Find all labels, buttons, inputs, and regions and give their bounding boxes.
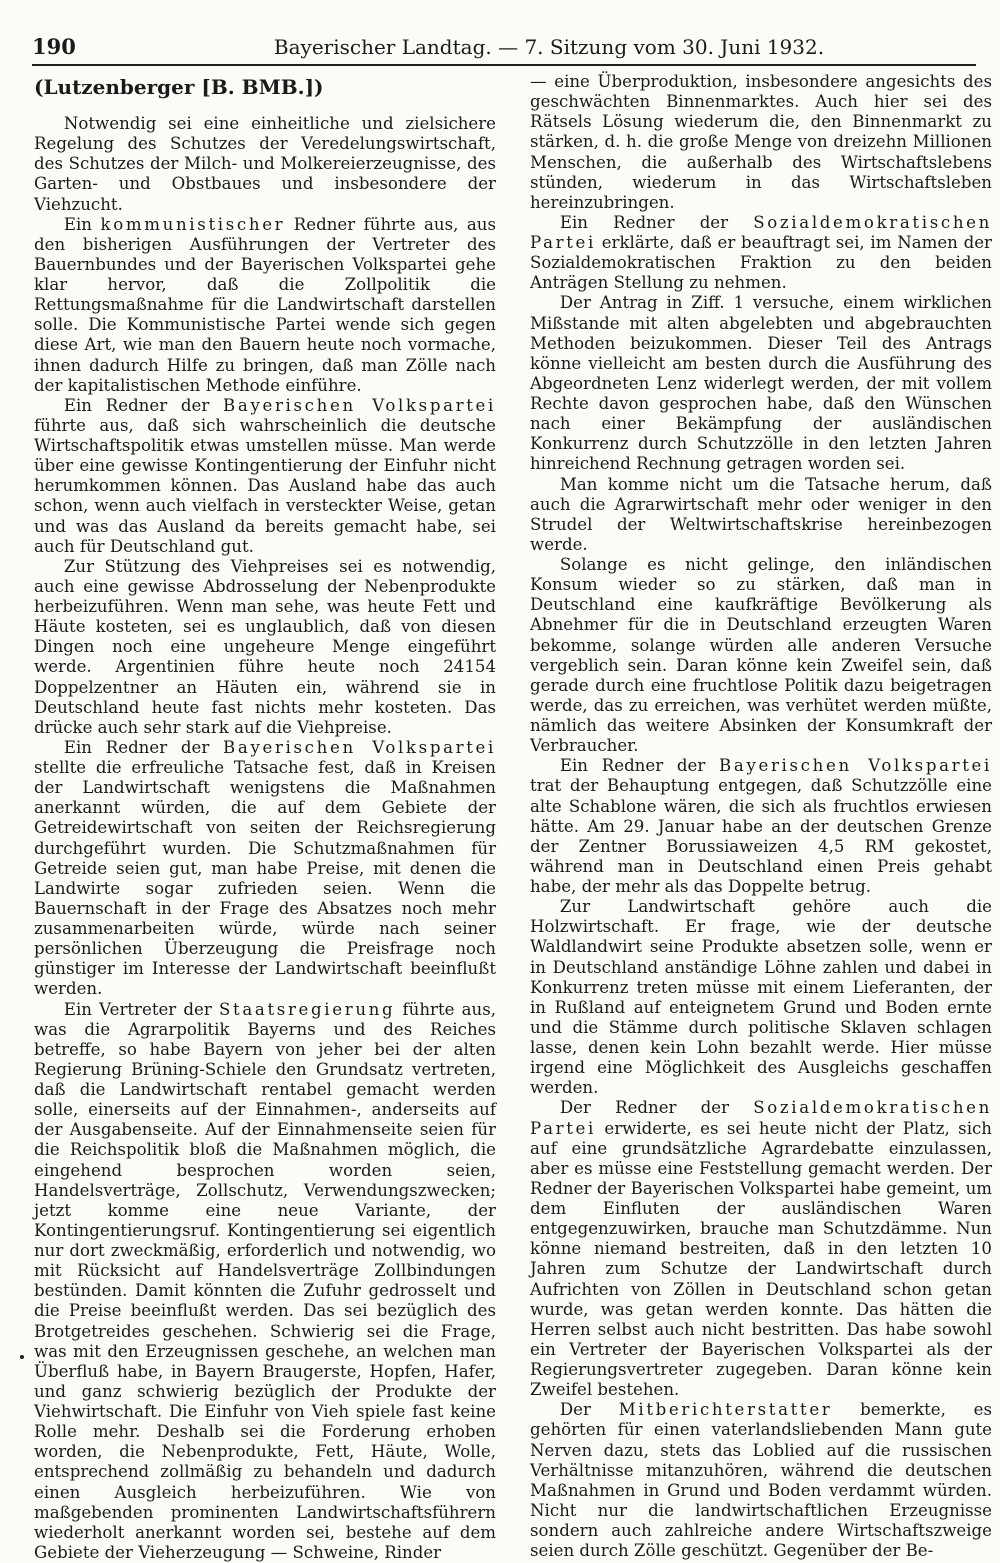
paragraph-continuation: — eine Überproduktion, insbesondere angesichts des geschwächten Binnenmarktes. Auch hier sei des Rätsels Lösung wiederum die, den Binnenmarkt zu stärken, d. h. die große Menge von dreizehn Millionen Menschen, die außerhalb des Wirtschaftslebens stünden, wiederum in das Wirtschaftsleben hereinzubringen. (530, 72, 992, 213)
right-column (530, 72, 992, 1561)
paragraph (530, 1400, 992, 1561)
paragraph-text: erklärte, daß er beauftragt sei, im Namen der Sozialdemokratischen Fraktion zu den beiden Anträgen Stellung zu nehmen. (530, 233, 992, 292)
paragraph-text: Redner führte aus, aus den bisherigen Ausführungen der Vertreter des Bauernbundes und der Bayerischen Volkspartei gehe klar hervor, daß die Zollpolitik die Rettungsmaßnahme für die Landwirtschaft darstellen solle. Die Kommunistische Partei wende sich gegen diese Art, wie man den Bauern heute noch vormache, ihnen dadurch Hilfe zu bringen, daß man Zölle nach der kapitalistischen Methode einführe. (34, 215, 496, 395)
running-head: Bayerischer Landtag. — 7. Sitzung vom 30. Juni 1932. (122, 34, 976, 60)
paragraph-text: trat der Behauptung entgegen, daß Schutzzölle eine alte Schablone wären, die sich als fruchtlos erwiesen hätte. Am 29. Januar habe an der deutschen Grenze der Zentner Borussiaweizen 4,5 RM gekostet, während man in Deutschland einen Preis gehabt habe, der mehr als das Doppelte betrug. (530, 776, 992, 896)
spaced-emphasis: kommunistischer (100, 215, 285, 234)
margin-mark (20, 1355, 24, 1359)
paragraph-text: stellte die erfreuliche Tatsache fest, daß in Kreisen der Landwirtschaft wenigstens die Maßnahmen anerkannt würden, die auf dem Gebiete der Getreidewirtschaft von seiten der Reichsregierung durchgeführt wurden. Die Schutzmaßnahmen für Getreide seien gut, man habe Preise, mit denen die Landwirte sogar zufrieden seien. Wenn die Bauernschaft in der Frage des Absatzes noch mehr zusammenarbeiten würde, würde nach seiner persönlichen Überzeugung die Preisfrage noch günstiger im Interesse der Landwirtschaft beeinflußt werden. (34, 758, 496, 998)
paragraph (530, 756, 992, 897)
spaced-emphasis: Bayerischen Volkspartei (223, 396, 496, 415)
paragraph: Man komme nicht um die Tatsache herum, daß auch die Agrarwirtschaft mehr oder weniger in den Strudel der Weltwirtschaftskrise hereinbezogen werde. (530, 475, 992, 556)
paragraph-lead: Ein Redner der (64, 738, 223, 757)
paragraph (34, 215, 496, 396)
paragraph-lead: Der (560, 1400, 619, 1419)
paragraph-text: erwiderte, es sei heute nicht der Platz, sich auf eine grundsätzliche Agrardebatte einzulassen, aber es müsse eine Feststellung gemacht werden. Der Redner der Bayerischen Volkspartei habe gemeint, um dem Einfluten der ausländischen Waren entgegenzuwirken, brauche man Schutzdämme. Nun könne niemand bestreiten, daß in den letzten 10 Jahren zum Schutze der Landwirtschaft durch Aufrichten von Zöllen in Deutschland schon getan wurde, was getan werden konnte. Das hätten die Herren selbst auch nicht bestritten. Das habe sowohl ein Vertreter der Bayerischen Volkspartei als der Regierungsvertreter zugegeben. Daran könne kein Zweifel bestehen. (530, 1119, 992, 1400)
paragraph (530, 1098, 992, 1400)
paragraph: Zur Stützung des Viehpreises sei es notwendig, auch eine gewisse Abdrosselung der Nebenprodukte herbeizuführen. Wenn man sehe, was heute Fett und Häute kosteten, sei es unglaublich, daß von diesen Dingen noch eine ungeheure Menge eingeführt werde. Argentinien führe heute noch 24154 Doppelzentner an Häuten ein, während sie in Deutschland heute fast nichts mehr kosteten. Das drücke auch sehr stark auf die Viehpreise. (34, 557, 496, 738)
left-column (34, 72, 496, 1563)
paragraph-text: führte aus, was die Agrarpolitik Bayerns und des Reiches betreffe, so habe Bayern von jeher bei der alten Regierung Brüning-Schiele den Grundsatz vertreten, daß die Landwirtschaft rentabel gemacht werden solle, einerseits auf der Einnahmen-, anderseits auf der Ausgabenseite. Auf der Einnahmenseite seien für die Reichspolitik bloß die Maßnahmen möglich, die eingehend besprochen worden seien, Handelsverträge, Zollschutz, Verwendungszwecken; jetzt komme eine neue Variante, der Kontingentierungsruf. Kontingentierung sei eigentlich nur dort zweckmäßig, erforderlich und notwendig, wo mit Rücksicht auf Handelsverträge Zollbindungen bestünden. Damit könnten die Zufuhr gedrosselt und die Preise beeinflußt werden. Das sei bezüglich des Brotgetreides geschehen. Schwierig sei die Frage, was mit den Erzeugnissen geschehe, an welchen man Überfluß habe, in Bayern Braugerste, Hopfen, Hafer, und ganz schwierig bezüglich der Produkte der Viehwirtschaft. Die Einfuhr von Vieh spiele fast keine Rolle mehr. Deshalb sei die Forderung erhoben worden, die Nebenprodukte, Fett, Häute, Wolle, entsprechend zollmäßig zu behandeln und dadurch einen Ausgleich herbeizuführen. Wie von maßgebenden prominenten Landwirtschaftsführern wiederholt anerkannt worden sei, bestehe auf dem Gebiete der Vieherzeugung — Schweine, Rinder (34, 1000, 496, 1562)
spaced-emphasis: Mitberichterstatter (619, 1400, 833, 1419)
spaced-emphasis: Bayerischen Volkspartei (719, 756, 992, 775)
spaced-emphasis: Bayerischen Volkspartei (223, 738, 496, 757)
paragraph-lead: Der Redner der (560, 1098, 753, 1117)
paragraph: Zur Landwirtschaft gehöre auch die Holzwirtschaft. Er frage, wie der deutsche Waldlandwirt seine Produkte absetzen solle, wenn er in Deutschland anständige Löhne zahlen und dabei in Konkurrenz treten müsse mit einem Lieferanten, der in Rußland auf enteignetem Grund und Boden ernte und die Stämme durch politische Sklaven schlagen lasse, denen kein Lohn bezahlt werde. Hier müsse irgend eine Möglichkeit des Ausgleichs geschaffen werden. (530, 897, 992, 1098)
speaker-heading: (Lutzenberger [B. BMB.]) (34, 72, 496, 102)
paragraph: Der Antrag in Ziff. 1 versuche, einem wirklichen Mißstande mit alten abgelebten und abgebrauchten Methoden beizukommen. Dieser Teil des Antrags könne vielleicht am besten durch die Ausführung des Abgeordneten Lenz widerlegt werden, der mit vollem Rechte davon gesprochen habe, daß den Wünschen nach einer Bekämpfung der ausländischen Konkurrenz durch Schutzzölle in den letzten Jahren hinreichend Rechnung getragen worden sei. (530, 293, 992, 474)
paragraph (34, 738, 496, 1000)
spaced-emphasis: Staatsregierung (219, 1000, 395, 1019)
paragraph: Notwendig sei eine einheitliche und zielsichere Regelung des Schutzes der Veredelungswirtschaft, des Schutzes der Milch- und Molkereierzeugnisse, des Garten- und Obstbaues und insbesondere der Viehzucht. (34, 114, 496, 215)
paragraph-lead: Ein Redner der (560, 213, 753, 232)
spaced-emphasis: Sozialdemokratischen Partei (530, 213, 992, 252)
paragraph (530, 213, 992, 294)
paragraph-lead: Ein (64, 215, 101, 234)
paragraph-text: führte aus, daß sich wahrscheinlich die deutsche Wirtschaftspolitik etwas umstellen müsse. Man werde über eine gewisse Kontingentierung der Einfuhr nicht herumkommen können. Das Ausland habe das auch schon, wenn auch vielfach in versteckter Weise, getan und was das Ausland da bereits gemacht habe, sei auch für Deutschland gut. (34, 416, 496, 556)
paragraph-text: bemerkte, es gehörten für einen vaterlandsliebenden Mann gute Nerven dazu, stets das Loblied auf die russischen Verhältnisse mitanzuhören, während die deutschen Maßnahmen in Grund und Boden verdammt würden. Nicht nur die landwirtschaftlichen Erzeugnisse sondern auch zahlreiche andere Wirtschaftszweige seien durch Zölle geschützt. Gegenüber der Be- (530, 1400, 992, 1560)
page-number: 190 (32, 34, 76, 60)
spaced-emphasis: Sozialdemokratischen Partei (530, 1098, 992, 1137)
paragraph (34, 1000, 496, 1563)
page-header (32, 34, 976, 66)
paragraph: Solange es nicht gelinge, den inländischen Konsum wieder so zu stärken, daß man in Deutschland eine kaufkräftige Bevölkerung als Abnehmer für die in Deutschland erzeugten Waren bekomme, solange würden alle anderen Versuche vergeblich sein. Daran könne kein Zweifel sein, daß gerade durch eine fruchtlose Politik dazu beigetragen werde, das zu erreichen, was verhütet werden müßte, nämlich das weitere Absinken der Konsumkraft der Verbraucher. (530, 555, 992, 756)
paragraph-lead: Ein Redner der (64, 396, 223, 415)
paragraph-lead: Ein Vertreter der (64, 1000, 219, 1019)
paragraph (34, 396, 496, 557)
paragraph-lead: Ein Redner der (560, 756, 719, 775)
